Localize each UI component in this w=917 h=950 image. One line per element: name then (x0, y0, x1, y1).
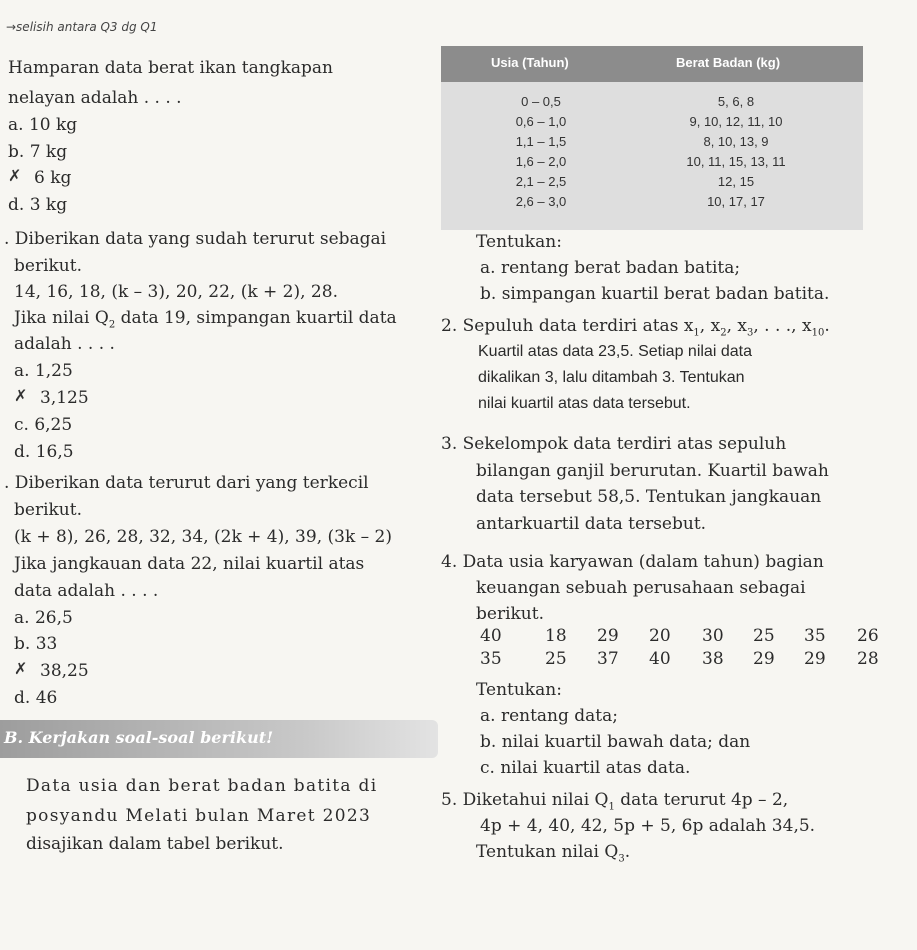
q2-line4: nilai kuartil atas data tersebut. (478, 395, 691, 412)
q-sorted2-line2: berikut. (14, 500, 82, 520)
q4-option-c: c. nilai kuartil atas data. (480, 758, 691, 778)
table-cell: 2,6 – 3,0 (515, 194, 567, 209)
q-sorted1-line1: . Diberikan data yang sudah terurut sebagai (4, 229, 387, 249)
q-sorted1-line4: Jika nilai $Q_2$ data 19, simpangan kuartil data (14, 308, 397, 331)
table-cell: 1,6 – 2,0 (515, 154, 567, 169)
b1-option-a: a. rentang berat badan batita; (480, 258, 741, 278)
option-c: 38,25 (40, 661, 89, 681)
b1-option-b: b. simpangan kuartil berat badan batita. (480, 284, 830, 304)
table-cell: 5, 6, 8 (717, 94, 755, 109)
q2-line3: dikalikan 3, lalu ditambah 3. Tentukan (478, 369, 745, 386)
q4-option-b: b. nilai kuartil bawah data; dan (480, 732, 751, 752)
option-b: b. 33 (14, 634, 58, 654)
q4-line1: 4. Data usia karyawan (dalam tahun) bagian (441, 552, 824, 572)
q5-line1: 5. Diketahui nilai $Q_1$ data terurut 4p – 2, (441, 790, 789, 813)
table-cell: 0 – 0,5 (521, 94, 561, 109)
q-hamparan-line2: nelayan adalah . . . . (8, 88, 182, 108)
q5-line2: 4p + 4, 40, 42, 5p + 5, 6p adalah 34,5. (480, 816, 816, 836)
option-b: b. 7 kg (8, 142, 68, 162)
q5-line3: Tentukan nilai $Q_3$. (476, 842, 631, 865)
table-cell: 8, 10, 13, 9 (703, 134, 769, 149)
age-column (491, 92, 591, 212)
data-value: 25 (753, 626, 775, 646)
cross-mark-icon: ✗ (14, 659, 28, 678)
option-a: a. 26,5 (14, 608, 73, 628)
data-value: 20 (649, 626, 671, 646)
option-c: c. 6,25 (14, 415, 73, 435)
q-sorted2-line1: . Diberikan data terurut dari yang terkecil (4, 473, 369, 493)
option-a: a. 1,25 (14, 361, 73, 381)
header-weight: Berat Badan (kg) (676, 55, 781, 70)
q-sorted1-line5: adalah . . . . (14, 334, 115, 354)
q-b1-line2: posyandu Melati bulan Maret 2023 (26, 806, 372, 826)
data-value: 28 (857, 649, 879, 669)
data-value: 35 (804, 626, 826, 646)
q-hamparan-line1: Hamparan data berat ikan tangkapan (8, 58, 333, 78)
data-value: 29 (597, 626, 619, 646)
table-cell: 1,1 – 1,5 (515, 134, 567, 149)
q4-option-a: a. rentang data; (480, 706, 618, 726)
section-b-title: B. Kerjakan soal-soal berikut! (4, 728, 274, 747)
option-d: d. 3 kg (8, 195, 68, 215)
header-age: Usia (Tahun) (491, 55, 569, 70)
section-b-banner (0, 720, 438, 758)
table-header (441, 46, 863, 82)
option-d: d. 16,5 (14, 442, 74, 462)
weight-column (651, 92, 821, 212)
data-value: 38 (702, 649, 724, 669)
data-value: 37 (597, 649, 619, 669)
data-value: 29 (753, 649, 775, 669)
q-sorted1-line2: berikut. (14, 256, 82, 276)
q2-line1: 2. Sepuluh data terdiri atas $x_1$, $x_2$, $x_3$, . . ., $x_{10}$. (441, 316, 830, 339)
data-value: 18 (545, 626, 567, 646)
q3-line1: 3. Sekelompok data terdiri atas sepuluh (441, 434, 787, 454)
q4-line2: keuangan sebuah perusahaan sebagai (476, 578, 806, 598)
q-sorted2-line4: Jika jangkauan data 22, nilai kuartil atas (14, 554, 365, 574)
data-value: 40 (649, 649, 671, 669)
q-b1-line3: disajikan dalam tabel berikut. (26, 834, 284, 854)
data-value: 40 (480, 626, 502, 646)
option-a: a. 10 kg (8, 115, 78, 135)
table-cell: 12, 15 (717, 174, 755, 189)
option-b: 3,125 (40, 388, 89, 408)
cross-mark-icon: ✗ (14, 386, 28, 405)
tentukan-label: Tentukan: (476, 232, 562, 252)
q-b1-line1: Data usia dan berat badan batita di (26, 776, 378, 796)
data-value: 30 (702, 626, 724, 646)
q-sorted2-line5: data adalah . . . . (14, 581, 159, 601)
q2-line2: Kuartil atas data 23,5. Setiap nilai data (478, 343, 752, 360)
table-cell: 2,1 – 2,5 (515, 174, 567, 189)
table-cell: 10, 17, 17 (707, 194, 765, 209)
data-value: 26 (857, 626, 879, 646)
q-sorted2-line3: (k + 8), 26, 28, 32, 34, (2k + 4), 39, (3k – 2) (14, 527, 393, 547)
data-table (441, 46, 863, 230)
cross-mark-icon: ✗ (8, 166, 22, 185)
q4-line3: berikut. (476, 604, 544, 624)
option-d: d. 46 (14, 688, 58, 708)
data-value: 35 (480, 649, 502, 669)
data-value: 25 (545, 649, 567, 669)
table-cell: 0,6 – 1,0 (515, 114, 567, 129)
q3-line2: bilangan ganjil berurutan. Kuartil bawah (476, 461, 829, 481)
option-c: 6 kg (34, 168, 72, 188)
table-cell: 10, 11, 15, 13, 11 (686, 154, 786, 169)
data-value: 29 (804, 649, 826, 669)
q3-line3: data tersebut 58,5. Tentukan jangkauan (476, 487, 822, 507)
handwritten-note: →selisih antara Q3 dg Q1 (6, 20, 158, 34)
q-sorted1-line3: 14, 16, 18, (k – 3), 20, 22, (k + 2), 28. (14, 282, 338, 302)
q3-line4: antarkuartil data tersebut. (476, 514, 707, 534)
q4-tentukan: Tentukan: (476, 680, 562, 700)
table-cell: 9, 10, 12, 11, 10 (689, 114, 783, 129)
